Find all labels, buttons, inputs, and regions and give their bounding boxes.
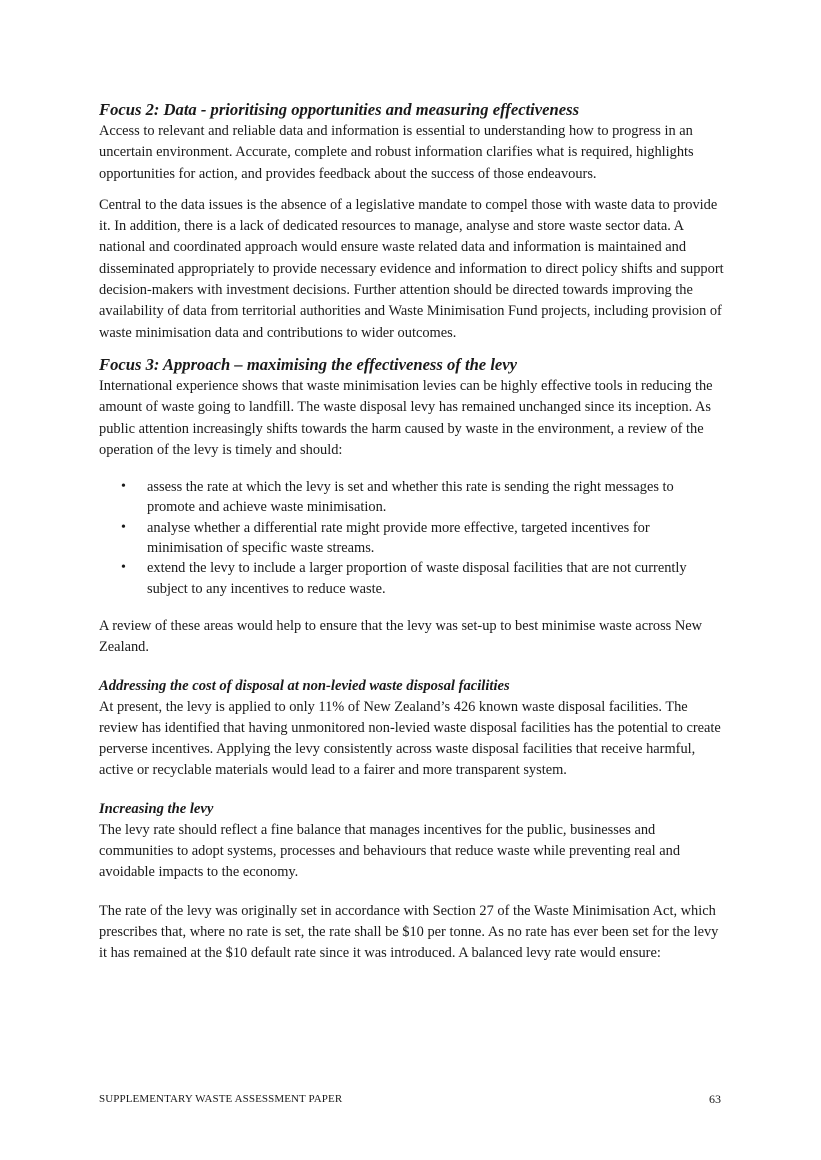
page-number: 63 — [709, 1092, 721, 1106]
focus-3-paragraph-1: International experience shows that waste minimisation levies can be highly effective tools in reducing the amount of waste going to landfill. The waste disposal levy has remained unchanged since its inception. As public attention increasingly shifts towards the harm caused by waste in the environment, a review of the operation of the levy is timely and should: — [99, 377, 713, 458]
list-item: • extend the levy to include a larger proportion of waste disposal facilities that are not currently subject to any incentives to reduce waste. — [99, 558, 725, 599]
footer-document-title: SUPPLEMENTARY WASTE ASSESSMENT PAPER — [99, 1093, 343, 1105]
increasing-levy-heading: Increasing the levy — [99, 800, 214, 817]
addressing-cost-heading: Addressing the cost of disposal at non-levied waste disposal facilities — [99, 677, 510, 694]
focus-2-paragraph-1: Access to relevant and reliable data and information is essential to understanding how to progress in an uncertain environment. Accurate, complete and robust information clarifies what is required, highlights opportunities for action, and provides feedback about the success of those endeavours. — [99, 123, 694, 182]
focus-3-paragraph-2: A review of these areas would help to ensure that the levy was set-up to best minimise waste across New Zealand. — [99, 617, 703, 656]
page-footer — [99, 1091, 721, 1107]
levy-review-bullet-list — [99, 477, 725, 599]
focus-2-paragraph-2: Central to the data issues is the absence of a legislative mandate to compel those with waste data to provide it. In addition, there is a lack of dedicated resources to manage, analyse and store waste sector data. A national and coordinated approach would ensure waste related data and information is maintained and disseminated appropriately to provide necessary evidence and information to direct policy shifts and support decision-makers with investment decisions. Further attention should be directed towards improving the availability of data from territorial authorities and Waste Minimisation Fund projects, including provision of waste minimisation data and contributions to wider outcomes. — [99, 196, 724, 341]
addressing-cost-paragraph: At present, the levy is applied to only 11% of New Zealand’s 426 known waste disposal facilities. The review has identified that having unmonitored non-levied waste disposal facilities has the potential to create perverse incentives. Applying the levy consistently across waste disposal facilities that receive harmful, active or recyclable materials would lead to a fairer and more transparent system. — [99, 698, 721, 779]
list-item: • assess the rate at which the levy is set and whether this rate is sending the right messages to promote and achieve waste minimisation. — [99, 477, 725, 518]
increasing-levy-paragraph-1: The levy rate should reflect a fine balance that manages incentives for the public, businesses and communities to adopt systems, processes and behaviours that reduce waste while preventing real and avoidable impacts to the economy. — [99, 821, 681, 881]
focus-3-heading: Focus 3: Approach – maximising the effectiveness of the levy — [99, 354, 518, 374]
increasing-levy-paragraph-2: The rate of the levy was originally set in accordance with Section 27 of the Waste Minimisation Act, which prescribes that, where no rate is set, the rate shall be $10 per tonne. As no rate has ever been set for the levy it has remained at the $10 default rate since it was introduced. A balanced levy rate would ensure: — [99, 902, 719, 962]
focus-2-heading: Focus 2: Data - prioritising opportunities and measuring effectiveness — [99, 100, 580, 119]
document-page — [99, 99, 725, 965]
list-item: • analyse whether a differential rate might provide more effective, targeted incentives for minimisation of specific waste streams. — [99, 518, 725, 559]
